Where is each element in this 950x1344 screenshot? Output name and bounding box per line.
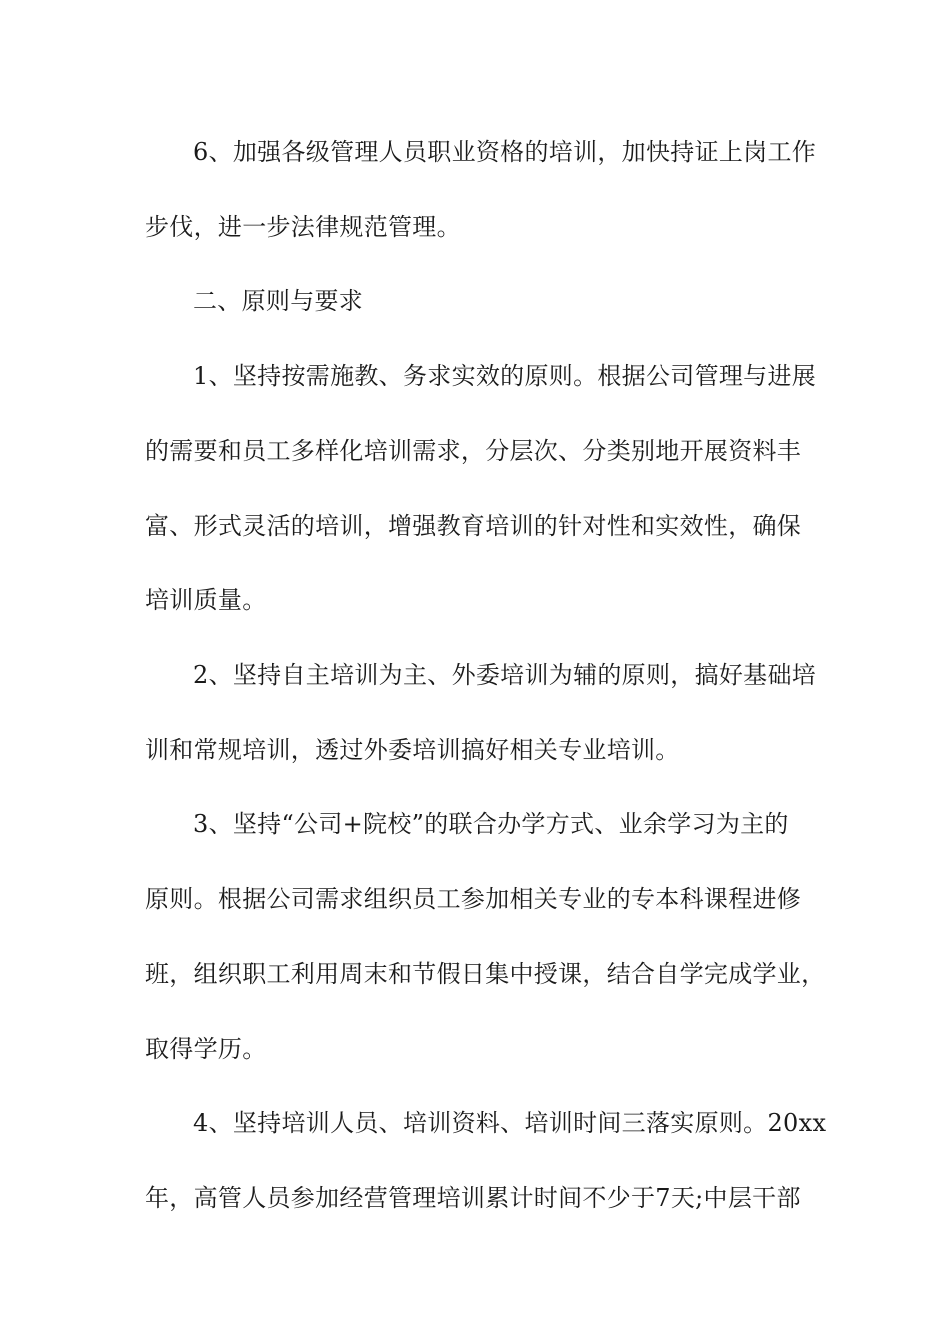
paragraph-line: 3、坚持“公司+院校”的联合办学方式、业余学习为主的 bbox=[193, 810, 789, 838]
paragraph-line: 取得学历。 bbox=[145, 1035, 267, 1063]
paragraph-line: 4、坚持培训人员、培训资料、培训时间三落实原则。20xx bbox=[193, 1109, 827, 1137]
paragraph-line: 的需要和员工多样化培训需求，分层次、分类别地开展资料丰 bbox=[145, 437, 802, 465]
paragraph-line: 年，高管人员参加经营管理培训累计时间不少于7天;中层干部 bbox=[145, 1184, 801, 1212]
paragraph-line: 步伐，进一步法律规范管理。 bbox=[145, 213, 461, 241]
paragraph-line: 培训质量。 bbox=[145, 586, 267, 614]
paragraph-line: 班，组织职工利用周末和节假日集中授课，结合自学完成学业， bbox=[145, 960, 826, 988]
paragraph-line: 原则。根据公司需求组织员工参加相关专业的专本科课程进修 bbox=[145, 885, 802, 913]
paragraph-line: 2、坚持自主培训为主、外委培训为辅的原则，搞好基础培 bbox=[193, 661, 817, 689]
paragraph-line: 1、坚持按需施教、务求实效的原则。根据公司管理与进展 bbox=[193, 362, 817, 390]
section-heading: 二、原则与要求 bbox=[193, 287, 364, 315]
paragraph-line: 6、加强各级管理人员职业资格的培训，加快持证上岗工作 bbox=[193, 138, 817, 166]
paragraph-line: 训和常规培训，透过外委培训搞好相关专业培训。 bbox=[145, 736, 680, 764]
paragraph-line: 富、形式灵活的培训，增强教育培训的针对性和实效性，确保 bbox=[145, 512, 802, 540]
